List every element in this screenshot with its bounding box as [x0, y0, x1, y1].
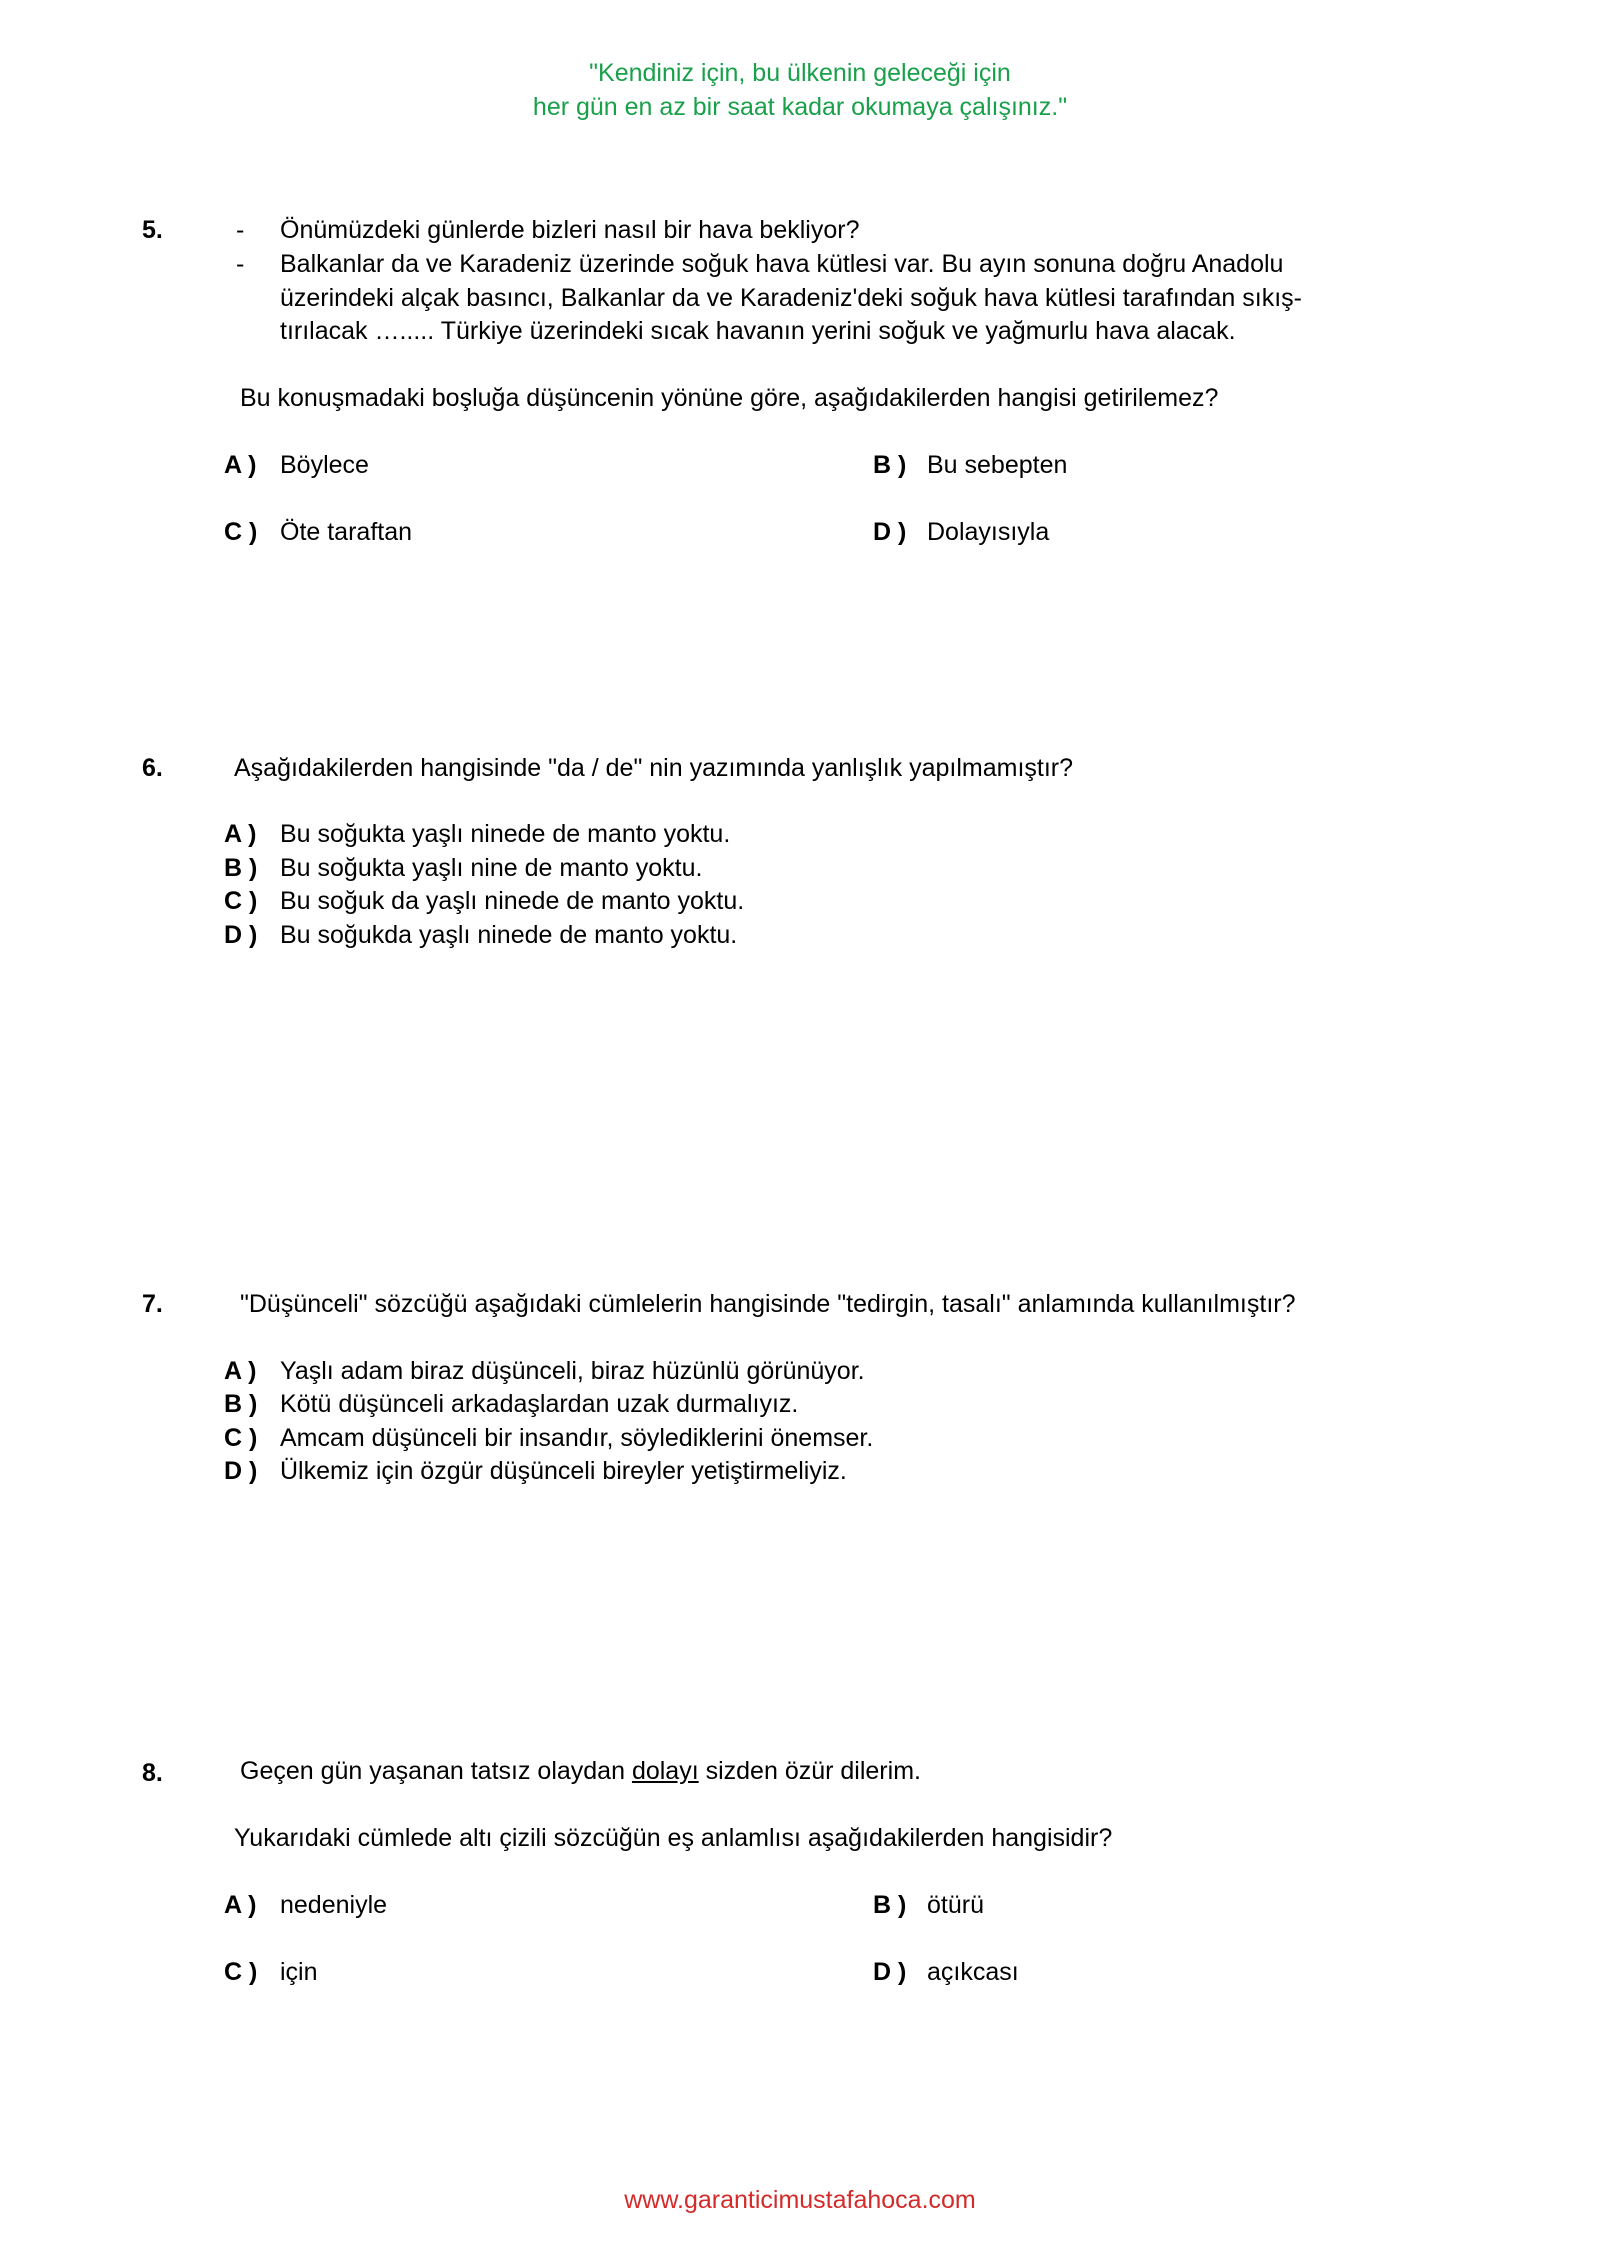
example-sentence	[240, 1755, 921, 1788]
option-text: Dolayısıyla	[927, 518, 1050, 546]
option-label: B )	[873, 1891, 907, 1919]
question-text: Yukarıdaki cümlede altı çizili sözcüğün eş anlamlısı aşağıdakilerden hangisidir?	[234, 1824, 1113, 1852]
dialogue-line: tırılacak …..... Türkiye üzerindeki sıcak havanın yerini soğuk ve yağmurlu hava alacak.	[280, 317, 1236, 345]
option-text: Ülkemiz için özgür düşünceli bireyler yetiştirmeliyiz.	[280, 1457, 847, 1485]
option-label: A )	[224, 1357, 257, 1385]
question-text: Aşağıdakilerden hangisinde "da / de" nin yazımında yanlışlık yapılmamıştır?	[234, 754, 1074, 782]
option-label: D )	[873, 1958, 907, 1986]
option-text: Bu sebepten	[927, 451, 1068, 479]
option-label: C )	[224, 1958, 258, 1986]
option-text: Bu soğukda yaşlı ninede de manto yoktu.	[280, 921, 738, 949]
header-quote-line-1: "Kendiniz için, bu ülkenin geleceği için	[589, 59, 1011, 87]
option-label: A )	[224, 820, 257, 848]
option-label: B )	[224, 1390, 258, 1418]
footer-url[interactable]: www.garanticimustafahoca.com	[624, 2186, 976, 2214]
option-text: açıkcası	[927, 1958, 1019, 1986]
sentence-before: Geçen gün yaşanan tatsız olaydan	[240, 1757, 632, 1785]
underlined-word: dolayı	[631, 1757, 699, 1785]
dialogue-line: Önümüzdeki günlerde bizleri nasıl bir hava bekliyor?	[280, 216, 860, 244]
option-text: Bu soğukta yaşlı nine de manto yoktu.	[280, 854, 703, 882]
option-text: Böylece	[280, 451, 369, 479]
option-label: C )	[224, 518, 258, 546]
question-text: Bu konuşmadaki boşluğa düşüncenin yönüne göre, aşağıdakilerden hangisi getirilemez?	[240, 384, 1219, 412]
option-label: D )	[224, 921, 258, 949]
option-text: Bu soğukta yaşlı ninede de manto yoktu.	[280, 820, 731, 848]
option-text: Amcam düşünceli bir insandır, söylediklerini önemser.	[280, 1424, 874, 1452]
header-quote-line-2: her gün en az bir saat kadar okumaya çalışınız."	[532, 93, 1068, 121]
option-text: Bu soğuk da yaşlı ninede de manto yoktu.	[280, 887, 745, 915]
question-number: 8.	[142, 1759, 163, 1787]
option-label: C )	[224, 1424, 258, 1452]
dialogue-dash: -	[236, 216, 245, 244]
option-label: B )	[873, 451, 907, 479]
question-text: "Düşünceli" sözcüğü aşağıdaki cümlelerin hangisinde "tedirgin, tasalı" anlamında kullanılmıştır?	[240, 1290, 1296, 1318]
option-label: D )	[873, 518, 907, 546]
sentence-after: sizden özür dilerim.	[698, 1757, 921, 1785]
question-number: 6.	[142, 754, 163, 782]
option-label: A )	[224, 1891, 257, 1919]
dialogue-line: Balkanlar da ve Karadeniz üzerinde soğuk hava kütlesi var. Bu ayın sonuna doğru Anadolu	[280, 250, 1284, 278]
option-text: için	[280, 1958, 318, 1986]
question-number: 5.	[142, 216, 163, 244]
option-label: D )	[224, 1457, 258, 1485]
option-text: Yaşlı adam biraz düşünceli, biraz hüzünlü görünüyor.	[280, 1357, 865, 1385]
option-text: nedeniyle	[280, 1891, 388, 1919]
option-text: Kötü düşünceli arkadaşlardan uzak durmalıyız.	[280, 1390, 799, 1418]
option-label: A )	[224, 451, 257, 479]
option-text: Öte taraftan	[280, 518, 413, 546]
option-label: B )	[224, 854, 258, 882]
dialogue-dash: -	[236, 250, 245, 278]
option-text: ötürü	[927, 1891, 984, 1919]
dialogue-line: üzerindeki alçak basıncı, Balkanlar da ve Karadeniz'deki soğuk hava kütlesi tarafından sıkış-	[280, 284, 1302, 312]
question-number: 7.	[142, 1290, 163, 1318]
option-label: C )	[224, 887, 258, 915]
